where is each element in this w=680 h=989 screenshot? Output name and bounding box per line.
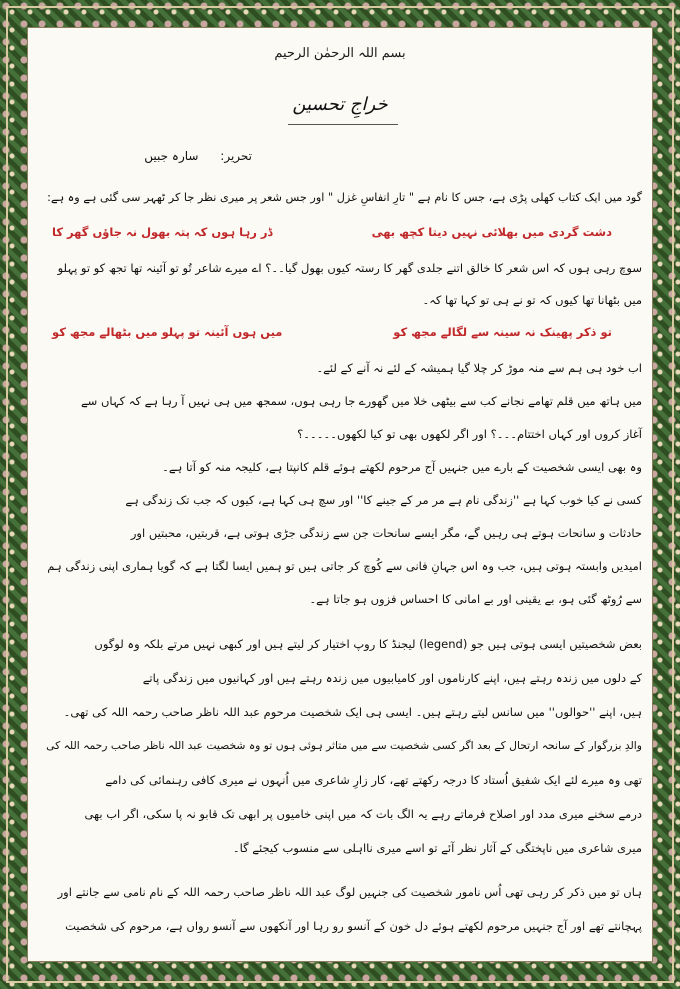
verse-second-half: ڈر رہا ہوں کہ پتہ بھول نہ جاؤں گھر کا [52,225,273,239]
title-underline [288,124,398,125]
text-line: ہاں تو میں ذکر کر رہی تھی اُس نامور شخصیت کی جنہیں لوگ عبد اللہ ناظر صاحب رحمہ اللہ کے نام نامی سے جانتے اور [57,885,642,899]
text-line: والدِ بزرگوار کے سانحہ ارتحال کے بعد اگر کسی شخصیت سے میں متاثر ہوئی ہوں تو وہ شخصیت عبد اللہ ناظر صاحب رحمہ اللہ کی [46,739,642,752]
text-line: تھی وہ میرے لئے ایک شفیق اُستاد کا درجہ رکھتے تھے، کار زارِ شاعری میں اُنہوں نے میری کافی رہنمائی کی دامے [105,773,642,787]
text-line: امیدیں وابستہ ہوتی ہیں، جب وہ اس جہانِ فانی سے کُوچ کر جاتی ہیں تو ہمیں ایسا لگتا ہے کہ گویا ہماری اپنی زندگی ہم [47,559,642,573]
text-line: آغاز کروں اور کہاں اختتام۔۔۔؟ اور اگر لکھوں بھی تو کیا لکھوں۔۔۔۔۔؟ [297,427,642,441]
text-line: ہیں، اپنے ''حوالوں'' میں سانس لیتے رہتے ہیں۔ ایسی ہی ایک شخصیت مرحوم عبد اللہ ناظر صاحب رحمہ اللہ کی تھی۔ [63,705,642,719]
text-line: میں ہاتھ میں قلم تھامے نجانے کب سے بیٹھی خلا میں گھورے جا رہی ہوں، سمجھ میں ہی نہیں آ رہا ہے کہ کہاں سے [80,394,642,408]
verse-couplet [52,225,612,239]
text-line: وہ بھی ایسی شخصیت کے بارے میں جنہیں آج مرحوم لکھتے ہوئے قلم کانپتا ہے، کلیجہ منہ کو آتا ہے۔ [162,460,642,474]
text-line: درمے سخنے میری مدد اور اصلاح فرماتے رہے یہ الگ بات کہ میں اپنی خامیوں پر ابھی تک قابو نہ پا سکی، اگر اب بھی [84,807,642,821]
verse-first-half: دشت گردی میں بھلائی نہیں دیتا کچھ بھی [371,225,612,239]
text-line: بعض شخصیتیں ایسی ہوتی ہیں جو (legend) لیجنڈ کا روپ اختیار کر لیتے ہیں اور کبھی نہیں مرتے بلکہ وہ لوگوں [94,637,642,651]
author-name: سارہ جبیں [144,149,199,163]
text-line: کسی نے کیا خوب کہا ہے ''زندگی نام ہے مر مر کے جینے کا'' اور سچ ہی کہا ہے، کیوں کہ جب تک زندگی ہے [125,493,642,507]
text-line: میری شاعری میں ناپختگی کے آثار نظر آئے تو اسے میری نااہلی سے منسوب کیجئے گا۔ [232,841,642,855]
text-line: حادثات و سانحات ہوتے ہی رہیں گے، مگر ایسے سانحات جن سے زندگی جڑی ہوتی ہے، قربتیں، محبتیں اور [130,526,642,540]
verse-couplet [52,325,612,339]
verse-second-half: میں ہوں آئینہ تو پہلو میں بٹھالے مجھ کو [52,325,283,339]
text-line: اب خود ہی ہم سے منہ موڑ کر چلا گیا ہمیشہ کے لئے نہ آنے کے لئے۔ [316,361,642,375]
text-line: میں بٹھانا تھا کیوں کہ تو نے ہی تو کہا تھا کہ۔ [422,293,642,307]
text-line: سے رُوٹھ گئی ہو، بے یقینی اور بے امانی کا احساس فزوں ہو جاتا ہے۔ [309,592,642,606]
document-page [27,27,653,962]
text-line: گود میں ایک کتاب کھلی پڑی ہے، جس کا نام ہے " تارِ انفاسِ غزل " اور جس شعر پر میری نظر جا کر ٹھہر سی گئی ہے وہ ہے: [47,191,642,204]
text-line: سوچ رہی ہوں کہ اس شعر کا خالق اتنے جلدی گھر کا رستہ کیوں بھول گیا۔۔؟ اے میرے شاعر تُو تو آئینہ تھا تجھ کو تو پہلو [57,261,642,275]
text-line: پہچانتے تھے اور آج جنہیں مرحوم لکھتے ہوئے دل خون کے آنسو رو رہا اور آنکھوں سے آنسو رواں ہے، مرحوم کی شخصیت [65,919,642,933]
author-label: تحریر: [220,149,252,163]
text-line: کے دلوں میں زندہ رہتے ہیں، اپنے کارناموں اور کامیابیوں میں زندہ رہتے ہیں اور کہانیوں میں زندگی پاتے [142,671,642,685]
author-line [144,149,252,163]
bismillah-heading: بسم اللہ الرحمٰن الرحیم [274,46,406,61]
page-title: خراجِ تحسین [292,94,388,115]
verse-first-half: تو ذکر پھینک نہ سینہ سے لگالے مجھ کو [393,325,612,339]
